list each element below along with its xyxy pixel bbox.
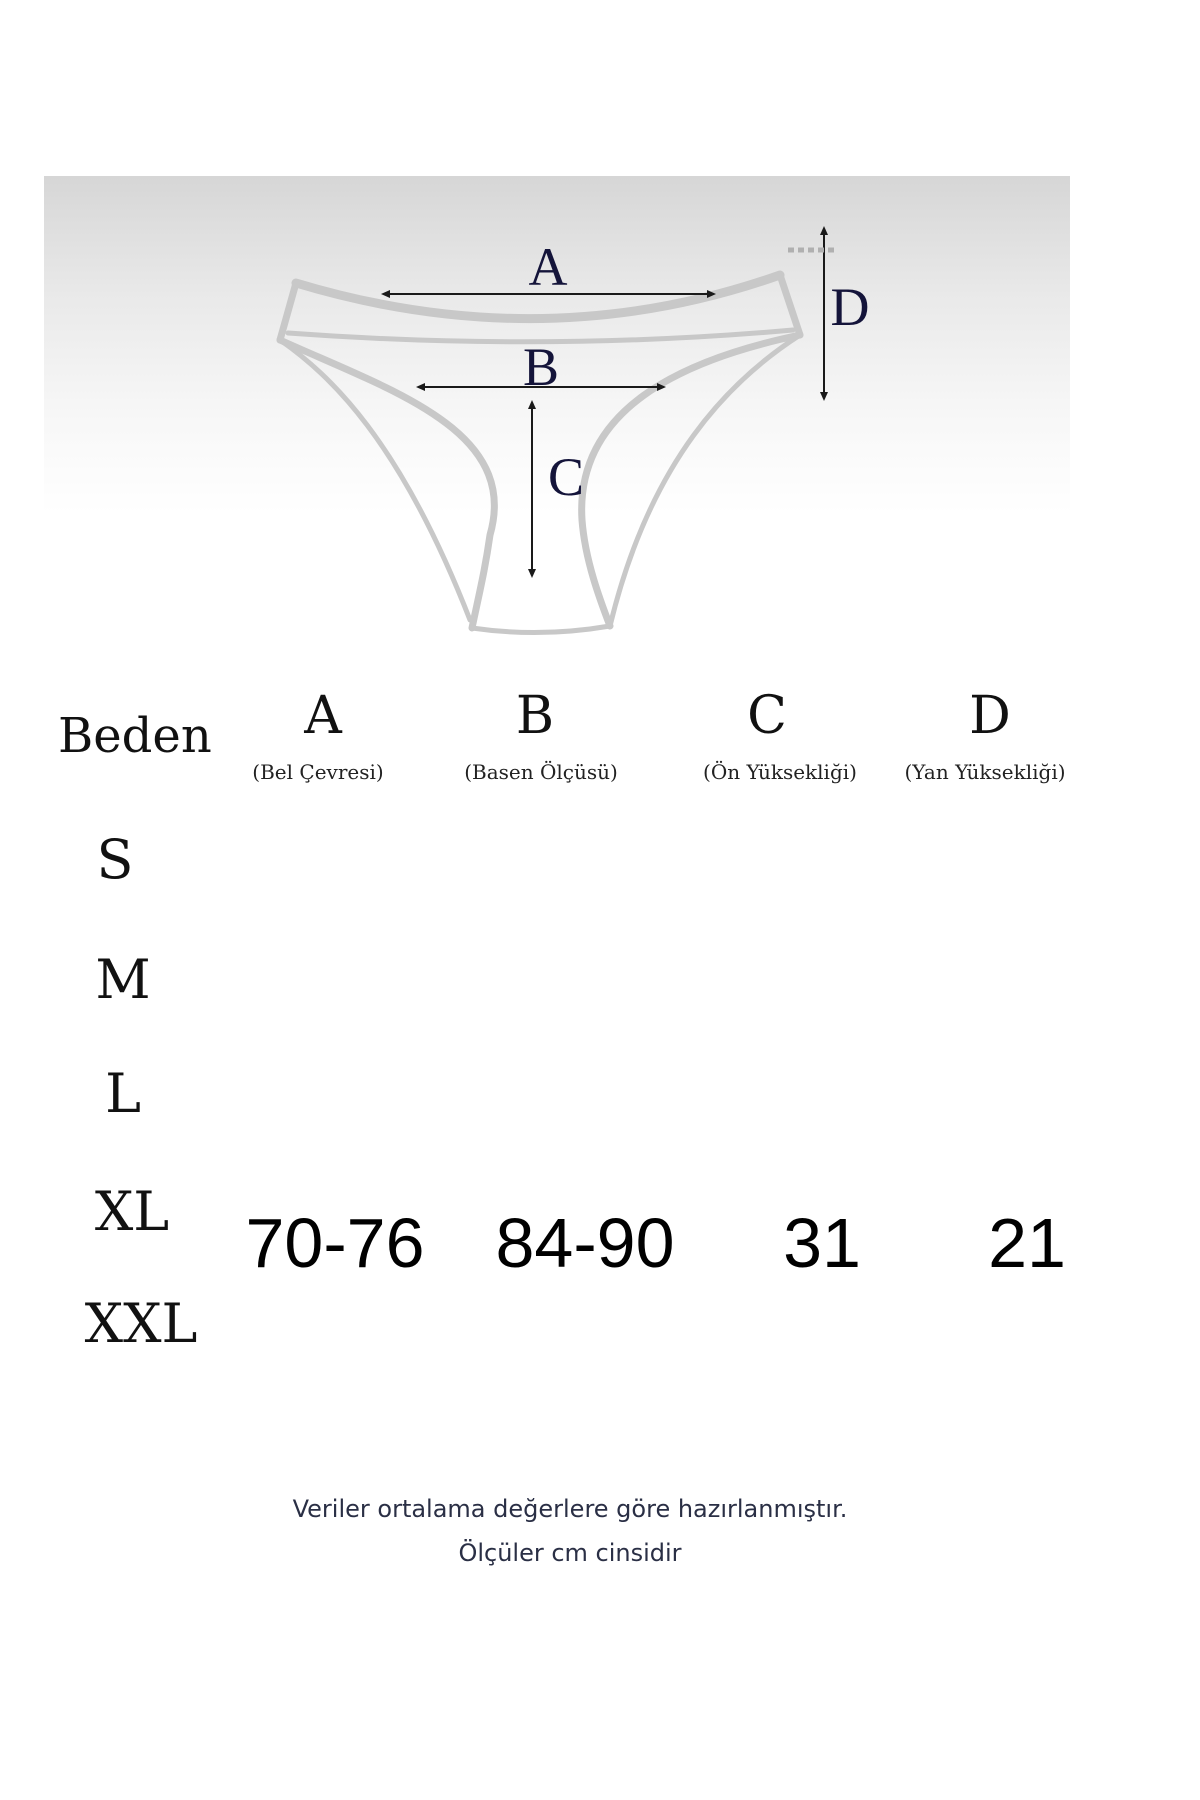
column-a-subtitle: (Bel Çevresi) xyxy=(252,760,384,784)
column-d-subtitle: (Yan Yüksekliği) xyxy=(904,760,1066,784)
column-c-header: C xyxy=(747,686,787,746)
column-a-header: A xyxy=(304,686,342,746)
value-c: 31 xyxy=(783,1204,861,1282)
size-column-header: Beden xyxy=(58,708,212,764)
value-b: 84-90 xyxy=(495,1204,675,1282)
left-leg-opening xyxy=(280,340,494,628)
garment-diagram xyxy=(0,150,1200,650)
value-d: 21 xyxy=(988,1204,1066,1282)
right-side xyxy=(780,275,800,335)
footer-note-average: Veriler ortalama değerlere göre hazırlanmıştır. xyxy=(292,1495,848,1523)
column-b-subtitle: (Basen Ölçüsü) xyxy=(464,760,618,784)
column-d-header: D xyxy=(969,686,1011,746)
size-label-xl: XL xyxy=(94,1180,170,1243)
diagram-label-b: B xyxy=(522,337,560,397)
crotch-bottom xyxy=(472,626,610,633)
column-b-header: B xyxy=(515,686,555,746)
footer-note-units: Ölçüler cm cinsidir xyxy=(458,1539,682,1567)
size-label-s: S xyxy=(96,828,134,891)
diagram-label-d: D xyxy=(830,277,870,337)
value-a: 70-76 xyxy=(245,1204,425,1282)
diagram-label-a: A xyxy=(528,237,568,297)
diagram-label-c: C xyxy=(547,447,585,507)
size-label-m: M xyxy=(95,948,151,1011)
right-outer-edge xyxy=(610,335,800,626)
size-label-xxl: XXL xyxy=(84,1292,198,1355)
size-label-l: L xyxy=(105,1062,141,1125)
column-c-subtitle: (Ön Yüksekliği) xyxy=(703,760,857,784)
garment-outline xyxy=(280,275,800,633)
right-leg-opening xyxy=(582,335,800,626)
